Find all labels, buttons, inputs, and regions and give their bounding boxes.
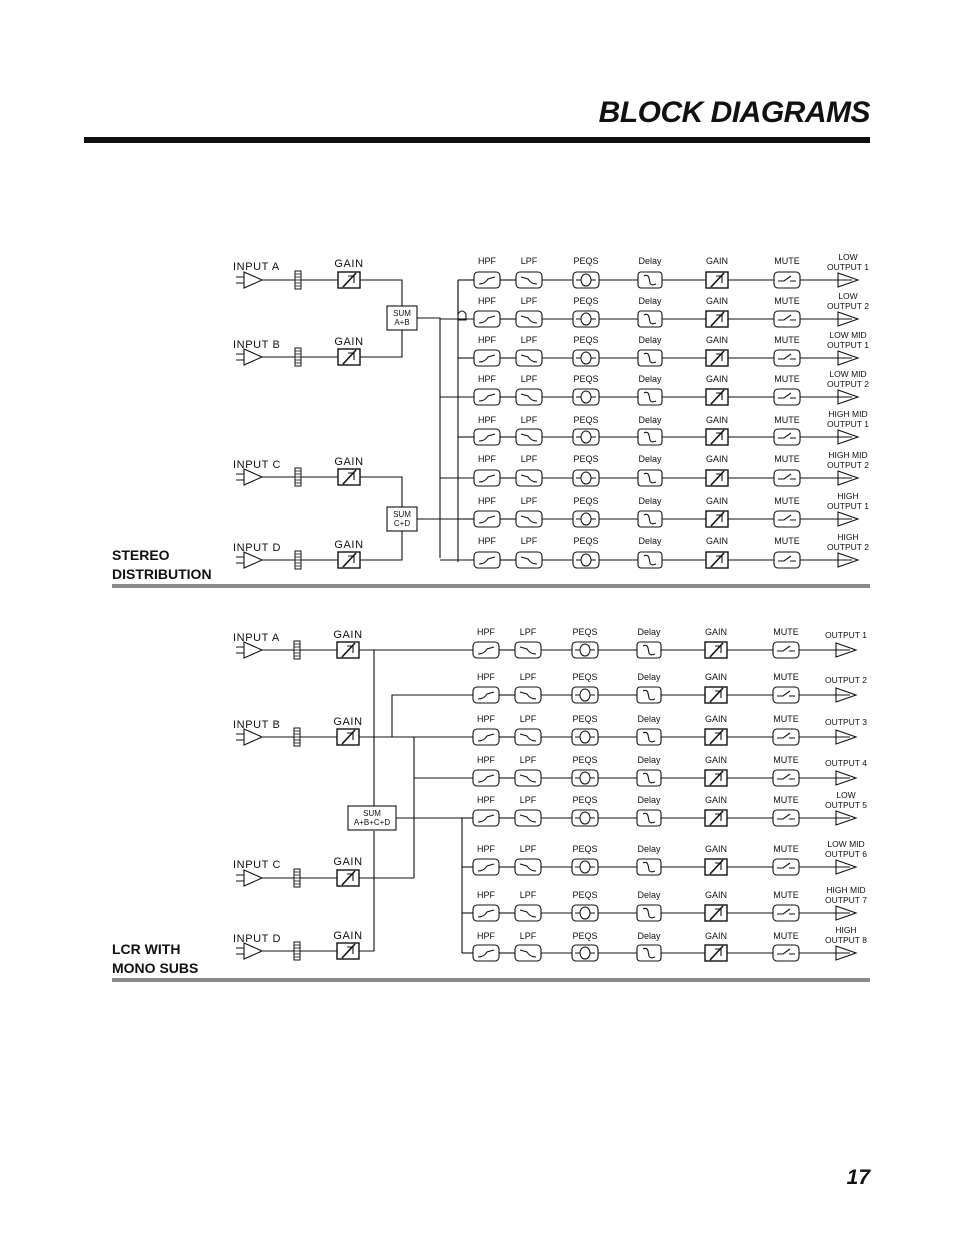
input-gain-label: GAIN (333, 930, 363, 942)
output-label-line-2: OUTPUT 8 (825, 935, 867, 945)
gain-label: GAIN (704, 795, 728, 805)
gain-label: GAIN (705, 256, 729, 266)
peqs-label: PEQS (572, 844, 598, 854)
peqs-label: PEQS (573, 256, 599, 266)
mute-label: MUTE (774, 415, 800, 425)
output-label-line-1: LOW (838, 291, 858, 301)
input-label-1: INPUT B (233, 339, 281, 351)
delay-label: Delay (637, 931, 661, 941)
mute-label: MUTE (773, 755, 799, 765)
delay-label: Delay (638, 256, 662, 266)
lpf-label: LPF (520, 536, 538, 546)
mute-label: MUTE (773, 795, 799, 805)
input-gain-label: GAIN (334, 539, 364, 551)
peqs-label: PEQS (573, 335, 599, 345)
peqs-label: PEQS (572, 931, 598, 941)
lpf-label: LPF (520, 335, 538, 345)
delay-box (638, 511, 662, 527)
output-label: OUTPUT 1 (825, 630, 867, 640)
input-to-sum-wire (360, 330, 402, 357)
lpf-label: LPF (519, 672, 537, 682)
output-label-line-1: LOW MID (827, 839, 865, 849)
gain-label: GAIN (704, 714, 728, 724)
hpf-label: HPF (478, 415, 496, 425)
lpf-label: LPF (520, 415, 538, 425)
output-label-line-1: LOW MID (829, 369, 867, 379)
delay-box (637, 642, 661, 658)
delay-label: Delay (638, 536, 662, 546)
peqs-label: PEQS (572, 672, 598, 682)
gain-label: GAIN (704, 890, 728, 900)
mute-label: MUTE (773, 672, 799, 682)
output-label-line-2: OUTPUT 1 (827, 501, 869, 511)
stereo-cd-sum-label-1: SUM (393, 510, 411, 519)
delay-label: Delay (638, 496, 662, 506)
lcr-label-line-2: MONO SUBS (112, 960, 199, 976)
input-amp-icon (244, 469, 262, 485)
delay-box (638, 272, 662, 288)
delay-label: Delay (637, 795, 661, 805)
stereo-label-line-1: STEREO (112, 547, 170, 563)
delay-label: Delay (637, 714, 661, 724)
hpf-label: HPF (478, 256, 496, 266)
lcr-abcd-sum-label-1: SUM (363, 809, 381, 818)
hpf-label: HPF (478, 296, 496, 306)
delay-label: Delay (638, 296, 662, 306)
input-amp-icon (244, 272, 262, 288)
lpf-label: LPF (519, 890, 537, 900)
mute-label: MUTE (773, 844, 799, 854)
gain-label: GAIN (704, 931, 728, 941)
input-gain-label: GAIN (333, 856, 363, 868)
hpf-label: HPF (477, 755, 495, 765)
output-label-line-2: OUTPUT 5 (825, 800, 867, 810)
mute-label: MUTE (774, 536, 800, 546)
lpf-label: LPF (519, 627, 537, 637)
stereo-ab-sum-label-2: A+B (394, 318, 410, 327)
input-gain-label: GAIN (333, 716, 363, 728)
output-label-line-1: HIGH (837, 491, 859, 501)
lpf-label: LPF (520, 374, 538, 384)
peqs-label: PEQS (573, 496, 599, 506)
input-label-0: INPUT A (233, 261, 280, 273)
stereo-distribution-diagram (0, 240, 954, 580)
hpf-label: HPF (478, 335, 496, 345)
input-label-2: INPUT C (233, 859, 282, 871)
delay-label: Delay (638, 374, 662, 384)
delay-label: Delay (638, 415, 662, 425)
delay-label: Delay (638, 335, 662, 345)
delay-label: Delay (637, 844, 661, 854)
mute-box (773, 945, 799, 961)
mute-box (774, 311, 800, 327)
mute-box (773, 770, 799, 786)
hpf-label: HPF (478, 496, 496, 506)
output-label: OUTPUT 2 (825, 675, 867, 685)
mute-label: MUTE (774, 296, 800, 306)
gain-label: GAIN (705, 415, 729, 425)
delay-box (638, 552, 662, 568)
stereo-section-label (112, 546, 212, 584)
stereo-cd-sum-label-2: C+D (393, 519, 411, 528)
hpf-label: HPF (478, 536, 496, 546)
mute-label: MUTE (774, 374, 800, 384)
mute-box (773, 642, 799, 658)
mute-label: MUTE (773, 890, 799, 900)
mute-label: MUTE (773, 931, 799, 941)
lcr-section-rule (112, 978, 870, 982)
input-label-3: INPUT D (233, 542, 282, 554)
delay-label: Delay (637, 755, 661, 765)
delay-label: Delay (637, 627, 661, 637)
input-label-3: INPUT D (233, 933, 282, 945)
output-label: OUTPUT 4 (825, 758, 867, 768)
hpf-label: HPF (477, 795, 495, 805)
delay-label: Delay (638, 454, 662, 464)
mute-box (774, 272, 800, 288)
peqs-label: PEQS (572, 627, 598, 637)
peqs-label: PEQS (572, 755, 598, 765)
stereo-ab-sum-label-1: SUM (393, 309, 411, 318)
output-label-line-1: LOW (836, 790, 856, 800)
mute-box (774, 350, 800, 366)
gain-label: GAIN (704, 672, 728, 682)
input-amp-icon (244, 642, 262, 658)
mute-box (774, 552, 800, 568)
delay-box (637, 905, 661, 921)
gain-label: GAIN (705, 296, 729, 306)
mute-label: MUTE (774, 335, 800, 345)
input-amp-icon (244, 943, 262, 959)
lpf-label: LPF (520, 256, 538, 266)
peqs-label: PEQS (572, 795, 598, 805)
gain-label: GAIN (705, 335, 729, 345)
mute-box (773, 810, 799, 826)
lcr-abcd-sum-label-2: A+B+C+D (353, 818, 391, 827)
output-label-line-2: OUTPUT 2 (827, 301, 869, 311)
output-label-line-1: HIGH (837, 532, 859, 542)
input-gain-label: GAIN (334, 336, 364, 348)
sum-ab-bus (417, 318, 440, 558)
delay-box (638, 311, 662, 327)
mute-box (773, 687, 799, 703)
mute-label: MUTE (774, 496, 800, 506)
lpf-label: LPF (519, 795, 537, 805)
lcr-b-feed (392, 695, 474, 737)
input-amp-icon (244, 349, 262, 365)
hpf-label: HPF (477, 931, 495, 941)
mute-box (774, 511, 800, 527)
delay-box (637, 687, 661, 703)
input-to-sum-wire (359, 650, 374, 806)
output-label: OUTPUT 3 (825, 717, 867, 727)
hpf-label: HPF (477, 672, 495, 682)
hpf-label: HPF (478, 454, 496, 464)
peqs-label: PEQS (573, 374, 599, 384)
peqs-label: PEQS (572, 890, 598, 900)
hpf-label: HPF (477, 627, 495, 637)
lpf-label: LPF (519, 844, 537, 854)
page-title: BLOCK DIAGRAMS (598, 96, 870, 129)
peqs-label: PEQS (573, 415, 599, 425)
output-label-line-1: LOW (838, 252, 858, 262)
delay-box (638, 429, 662, 445)
delay-box (638, 470, 662, 486)
output-label-line-1: HIGH (835, 925, 857, 935)
output-label-line-1: HIGH MID (828, 409, 868, 419)
mute-box (773, 905, 799, 921)
delay-label: Delay (637, 672, 661, 682)
hpf-label: HPF (478, 374, 496, 384)
hpf-label: HPF (477, 890, 495, 900)
lpf-label: LPF (519, 755, 537, 765)
mute-box (773, 859, 799, 875)
input-label-2: INPUT C (233, 459, 282, 471)
input-amp-icon (244, 729, 262, 745)
peqs-label: PEQS (573, 536, 599, 546)
mute-box (774, 470, 800, 486)
input-gain-label: GAIN (334, 258, 364, 270)
lpf-label: LPF (520, 296, 538, 306)
input-amp-icon (244, 552, 262, 568)
delay-box (637, 859, 661, 875)
output-label-line-2: OUTPUT 6 (825, 849, 867, 859)
lcr-label-line-1: LCR WITH (112, 941, 181, 957)
input-gain-label: GAIN (334, 456, 364, 468)
hpf-label: HPF (477, 844, 495, 854)
stereo-label-line-2: DISTRIBUTION (112, 566, 212, 582)
peqs-label: PEQS (573, 296, 599, 306)
stereo-section-rule (112, 584, 870, 588)
lcr-section-label (112, 940, 198, 978)
output-label-line-1: HIGH MID (826, 885, 866, 895)
output-label-line-1: HIGH MID (828, 450, 868, 460)
delay-box (638, 389, 662, 405)
gain-label: GAIN (705, 374, 729, 384)
output-label-line-2: OUTPUT 2 (827, 460, 869, 470)
lpf-label: LPF (520, 496, 538, 506)
input-amp-icon (244, 870, 262, 886)
lcr-mono-subs-diagram (0, 612, 954, 972)
lpf-label: LPF (520, 454, 538, 464)
mute-box (773, 729, 799, 745)
gain-label: GAIN (704, 627, 728, 637)
delay-box (637, 810, 661, 826)
input-gain-label: GAIN (333, 629, 363, 641)
output-label-line-2: OUTPUT 1 (827, 419, 869, 429)
delay-box (637, 945, 661, 961)
input-to-sum-wire (360, 531, 402, 560)
gain-label: GAIN (705, 496, 729, 506)
peqs-label: PEQS (573, 454, 599, 464)
output-label-line-2: OUTPUT 1 (827, 340, 869, 350)
mute-label: MUTE (774, 454, 800, 464)
input-label-1: INPUT B (233, 719, 281, 731)
output-label-line-2: OUTPUT 2 (827, 379, 869, 389)
delay-label: Delay (637, 890, 661, 900)
mute-label: MUTE (774, 256, 800, 266)
gain-label: GAIN (704, 844, 728, 854)
input-label-0: INPUT A (233, 632, 280, 644)
hpf-label: HPF (477, 714, 495, 724)
input-to-sum-wire (360, 477, 402, 507)
output-label-line-2: OUTPUT 2 (827, 542, 869, 552)
lpf-label: LPF (519, 714, 537, 724)
mute-label: MUTE (773, 627, 799, 637)
output-label-line-2: OUTPUT 1 (827, 262, 869, 272)
sum-cd-bus-hop (458, 280, 466, 320)
page-number: 17 (846, 1166, 870, 1189)
output-label-line-2: OUTPUT 7 (825, 895, 867, 905)
lpf-label: LPF (519, 931, 537, 941)
title-rule (84, 137, 870, 143)
delay-box (637, 729, 661, 745)
mute-box (774, 389, 800, 405)
gain-label: GAIN (705, 536, 729, 546)
gain-label: GAIN (705, 454, 729, 464)
input-to-sum-wire (360, 280, 402, 306)
output-label-line-1: LOW MID (829, 330, 867, 340)
gain-label: GAIN (704, 755, 728, 765)
mute-box (774, 429, 800, 445)
mute-label: MUTE (773, 714, 799, 724)
delay-box (638, 350, 662, 366)
delay-box (637, 770, 661, 786)
peqs-label: PEQS (572, 714, 598, 724)
